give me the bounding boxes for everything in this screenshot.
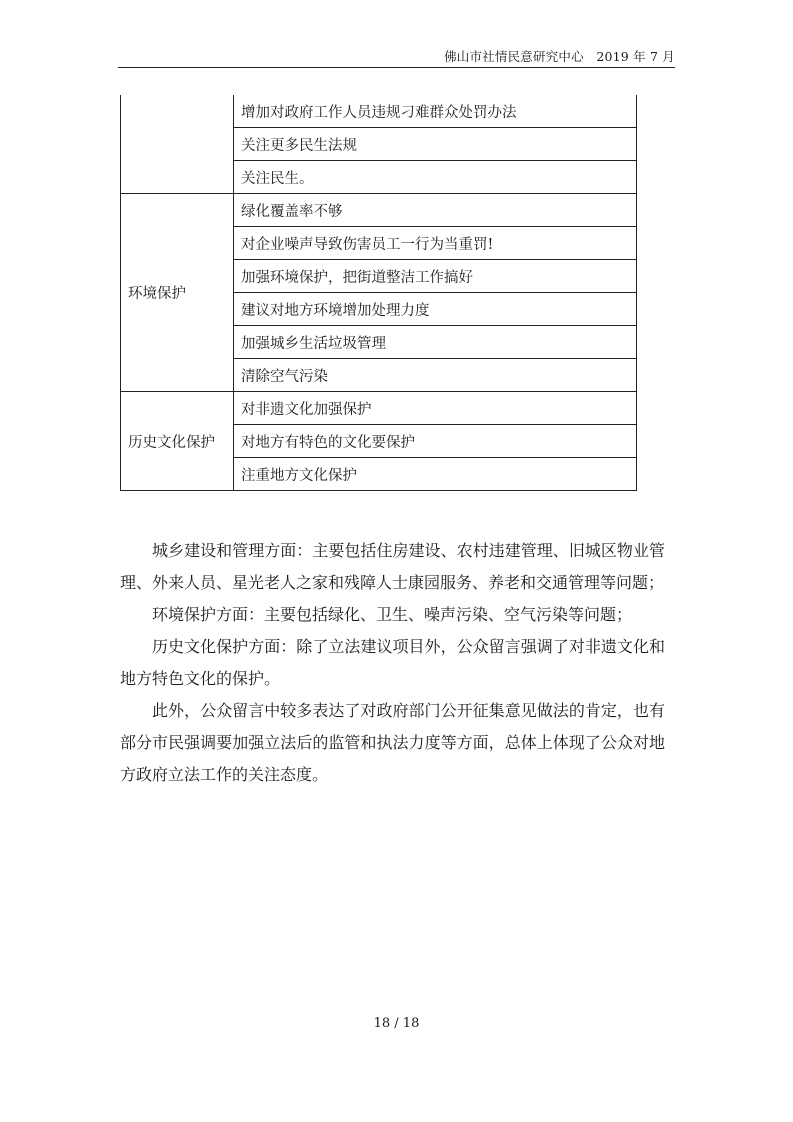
paragraph-urban-construction: 城乡建设和管理方面：主要包括住房建设、农村违建管理、旧城区物业管理、外来人员、星光老人之家和残障人士康园服务、养老和交通管理等问题；: [120, 541, 665, 592]
table-cell: 清除空气污染: [234, 359, 637, 392]
table-cell: 关注更多民生法规: [234, 128, 637, 161]
table-cell: 对非遗文化加强保护: [234, 392, 637, 425]
category-cell-environment: 环境保护: [121, 194, 234, 392]
table-cell: 绿化覆盖率不够: [234, 194, 637, 227]
table-cell: 对地方有特色的文化要保护: [234, 425, 637, 458]
paragraph-environment: 环境保护方面：主要包括绿化、卫生、噪声污染、空气污染等问题；: [152, 605, 633, 624]
table-cell: 增加对政府工作人员违规刁难群众处罚办法: [234, 95, 637, 128]
table-cell: 加强城乡生活垃圾管理: [234, 326, 637, 359]
header-divider: [118, 67, 675, 68]
table-cell: 对企业噪声导致伤害员工一行为当重罚!: [234, 227, 637, 260]
table-row: [121, 95, 637, 128]
category-cell-continued: [121, 95, 234, 194]
paragraph-summary: 此外，公众留言中较多表达了对政府部门公开征集意见做法的肯定，也有部分市民强调要加强立法后的监管和执法力度等方面，总体上体现了公众对地方政府立法工作的关注态度。: [120, 701, 665, 784]
table-row: [121, 392, 637, 425]
suggestion-table: [120, 95, 637, 491]
header-org: 佛山市社情民意研究中心: [444, 49, 584, 64]
table-cell: 注重地方文化保护: [234, 458, 637, 491]
table-cell: 关注民生。: [234, 161, 637, 194]
paragraph-heritage: 历史文化保护方面：除了立法建议项目外，公众留言强调了对非遗文化和地方特色文化的保护。: [120, 637, 665, 688]
table-row: [121, 194, 637, 227]
category-cell-heritage: 历史文化保护: [121, 392, 234, 491]
table-cell: 建议对地方环境增加处理力度: [234, 293, 637, 326]
table-cell: 加强环境保护，把街道整洁工作搞好: [234, 260, 637, 293]
page-number: 18 / 18: [373, 1016, 420, 1031]
page-header: [444, 47, 675, 65]
body-text: [120, 535, 665, 791]
header-date: 2019 年 7 月: [596, 49, 675, 64]
